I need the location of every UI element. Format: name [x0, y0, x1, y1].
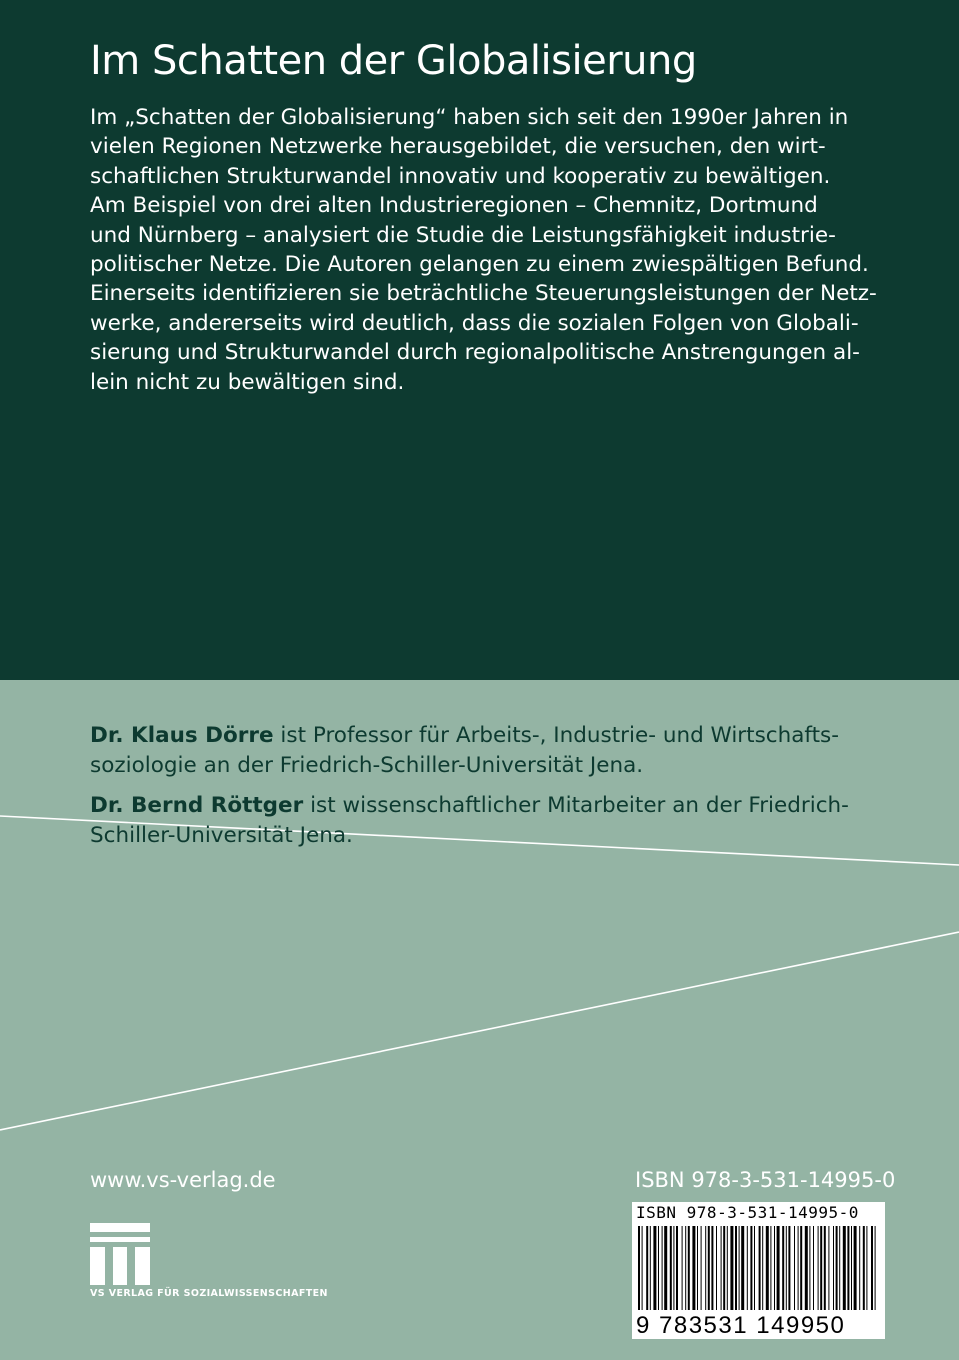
blurb-line: werke, andererseits wird deutlich, dass die sozialen Folgen von Globali- [90, 310, 859, 336]
blurb-line: lein nicht zu bewältigen sind. [90, 369, 405, 395]
barcode-isbn-text: ISBN 978-3-531-14995-0 [636, 1203, 859, 1222]
blurb-line: vielen Regionen Netzwerke herausgebildet, die versuchen, den wirt- [90, 134, 826, 160]
blurb-line: sierung und Strukturwandel durch regionalpolitische Anstrengungen al- [90, 340, 860, 366]
blurb-line: politischer Netze. Die Autoren gelangen zu einem zwiespältigen Befund. [90, 252, 869, 278]
author-bio-text: Schiller-Universität Jena. [90, 823, 353, 848]
publisher-logo-icon [90, 1223, 150, 1285]
publisher-name: VS VERLAG FÜR SOZIALWISSENSCHAFTEN [90, 1288, 328, 1299]
author-bio-text: ist Professor für Arbeits-, Industrie- und Wirtschafts- [273, 723, 839, 748]
cover-bottom-panel [0, 680, 959, 1360]
book-title: Im Schatten der Globalisierung [90, 38, 697, 84]
barcode-icon [638, 1226, 880, 1310]
blurb-line: Am Beispiel von drei alten Industrieregionen – Chemnitz, Dortmund [90, 193, 818, 219]
barcode [632, 1202, 885, 1339]
author-bio [90, 721, 850, 781]
author-name: Dr. Klaus Dörre [90, 723, 274, 748]
decorative-line-2 [0, 932, 959, 1130]
author-name: Dr. Bernd Röttger [90, 793, 304, 818]
blurb-line: Im „Schatten der Globalisierung“ haben sich seit den 1990er Jahren in [90, 105, 849, 130]
book-blurb [90, 103, 877, 397]
barcode-digits: 9 783531 149950 [636, 1312, 846, 1339]
blurb-line: schaftlichen Strukturwandel innovativ und kooperativ zu bewältigen. [90, 163, 831, 189]
author-bio-text: soziologie an der Friedrich-Schiller-Universität Jena. [90, 753, 644, 778]
publisher-url: www.vs-verlag.de [90, 1168, 276, 1192]
blurb-line: und Nürnberg – analysiert die Studie die Leistungsfähigkeit industrie- [90, 222, 836, 248]
author-bios [90, 721, 850, 861]
blurb-line: Einerseits identifizieren sie beträchtliche Steuerungsleistungen der Netz- [90, 281, 877, 307]
author-bio-text: ist wissenschaftlicher Mitarbeiter an der Friedrich- [303, 793, 849, 818]
isbn-label: ISBN 978-3-531-14995-0 [635, 1168, 896, 1192]
author-bio [90, 791, 850, 851]
